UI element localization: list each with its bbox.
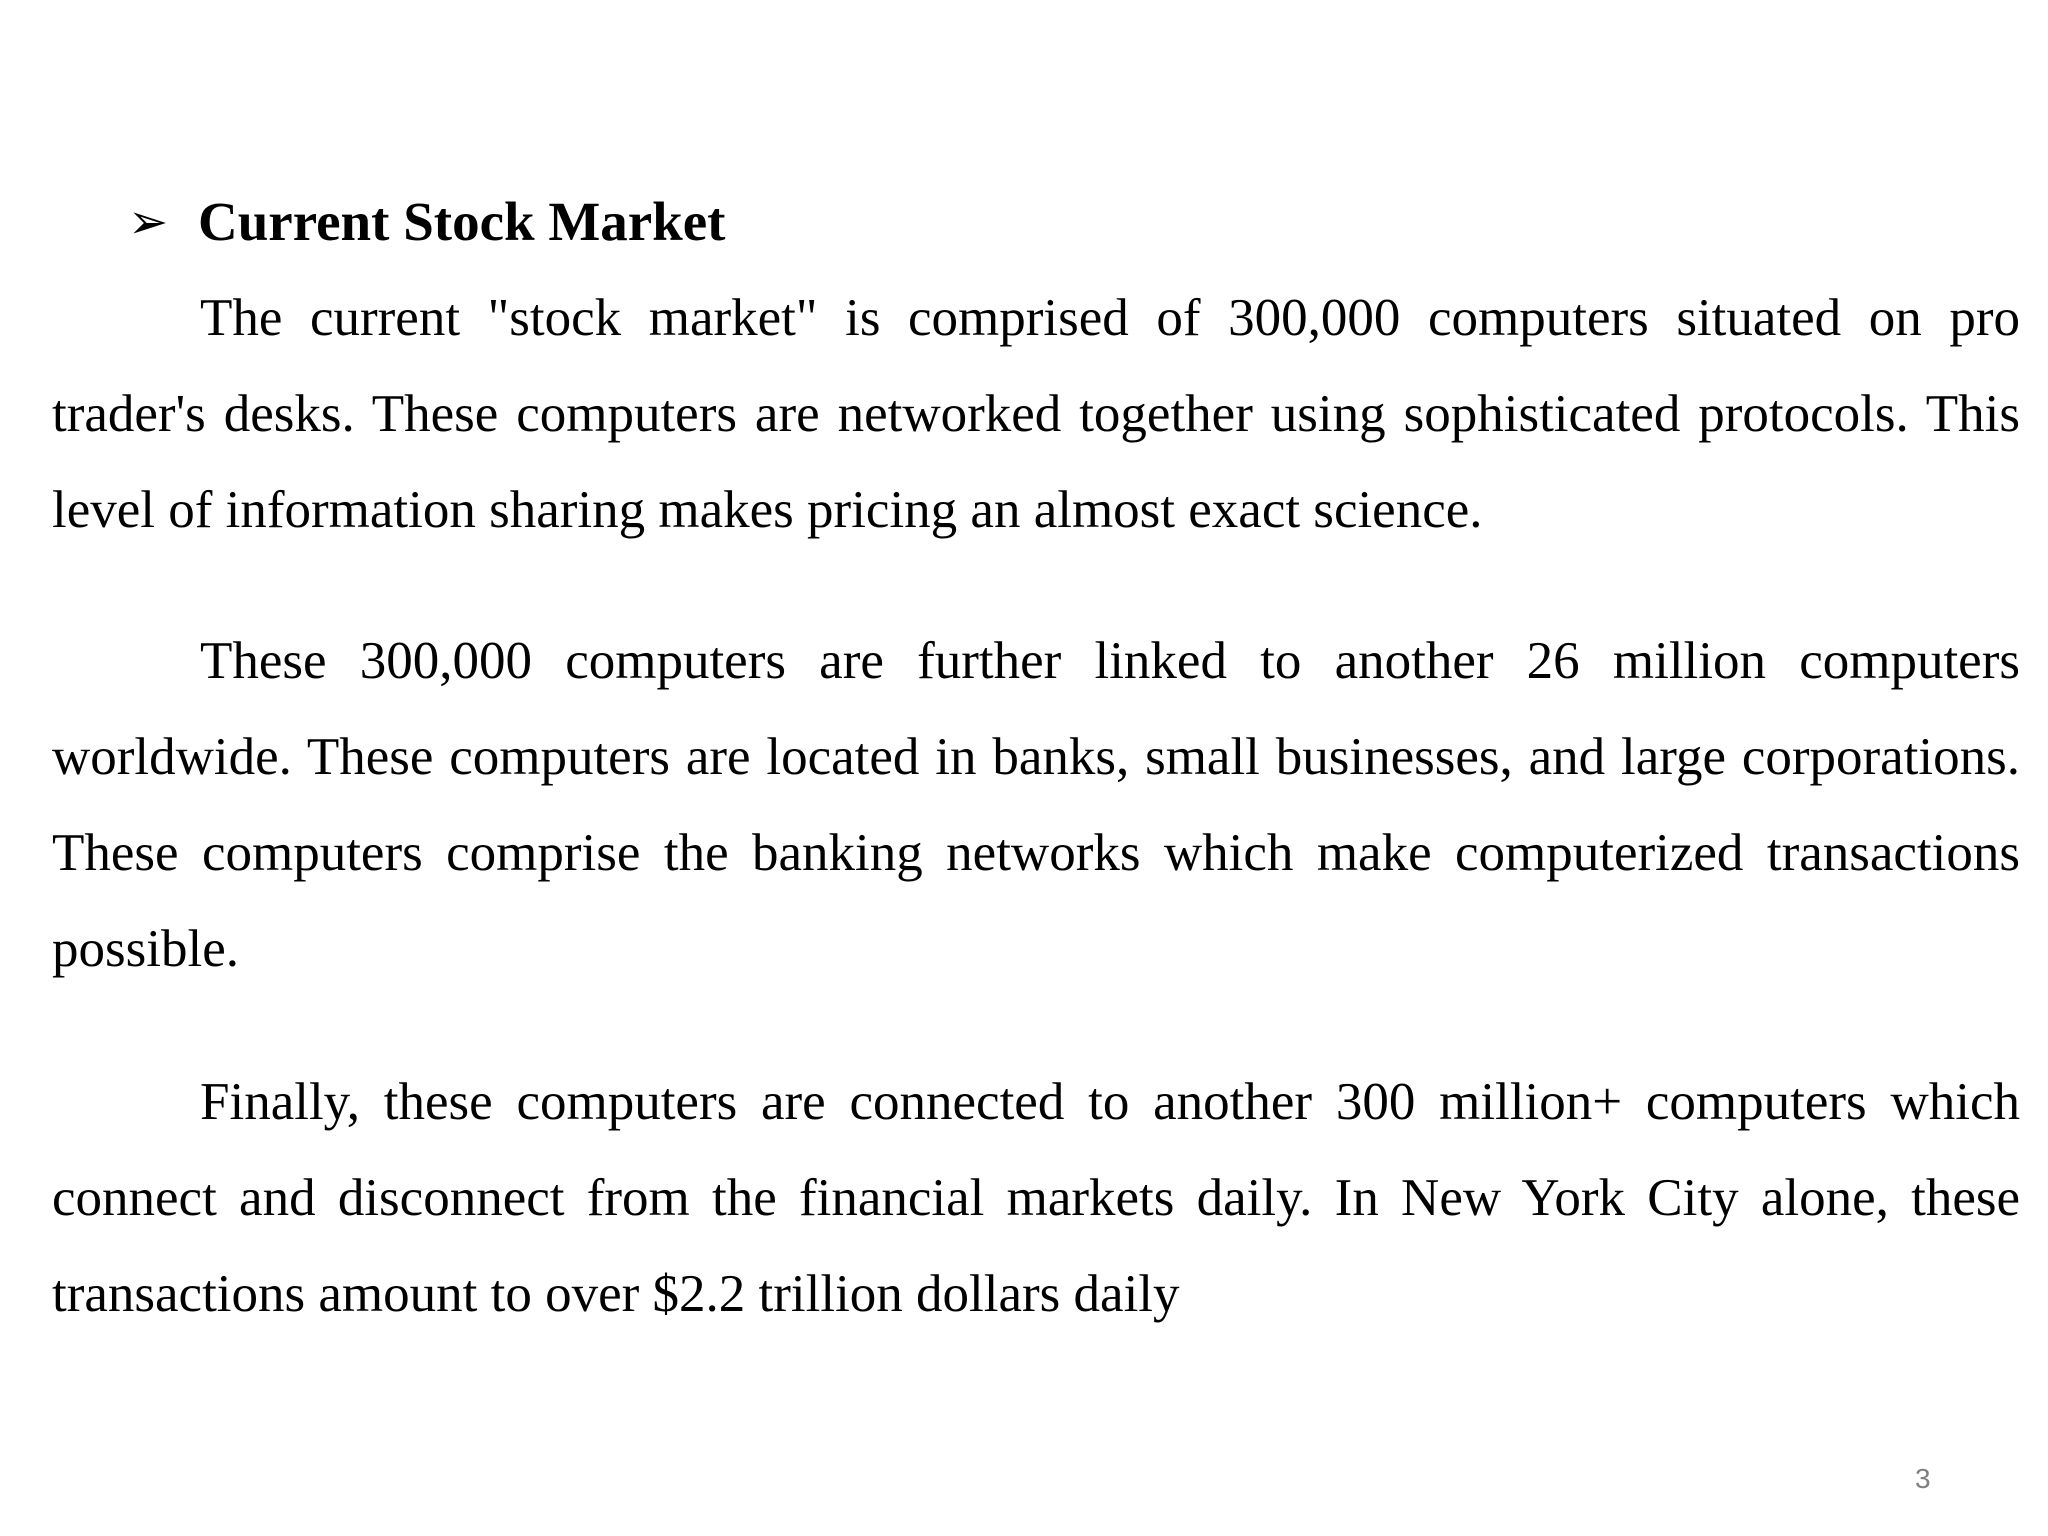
paragraph-2: [52, 613, 2020, 997]
section-heading: [128, 190, 726, 254]
arrowhead-bullet-icon: ➢: [128, 194, 169, 250]
paragraph-2-text: These 300,000 computers are further linked to another 26 million computers worldwide. These computers are located in banks, small businesses, and large corporations. These computers comprise the banking networks which make computerized transactions possible.: [52, 632, 2020, 978]
paragraph-3-text: Finally, these computers are connected to another 300 million+ computers which connect and disconnect from the financial markets daily. In New York City alone, these transactions amount to over $2.2 trillion dollars daily: [52, 1073, 2020, 1323]
page-number: 3: [1915, 1463, 1931, 1494]
section-heading-text: Current Stock Market: [198, 191, 726, 252]
paragraph-3: [52, 1054, 2020, 1342]
paragraph-1: [52, 270, 2020, 558]
paragraph-1-text: The current "stock market" is comprised of 300,000 computers situated on pro trader's desks. These computers are networked together using sophisticated protocols. This level of information sharing makes pricing an almost exact science.: [52, 289, 2020, 539]
